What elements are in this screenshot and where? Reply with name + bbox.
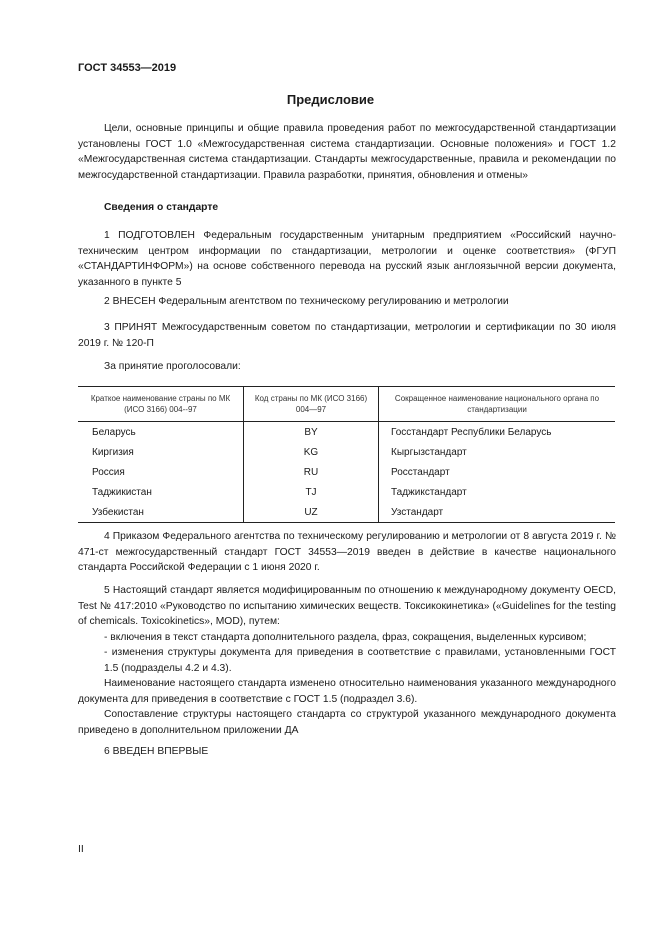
table-row: [78, 482, 615, 502]
column-header-code: Код страны по МК (ИСО 3166) 004—97: [244, 387, 379, 422]
country-code: TJ: [244, 482, 379, 502]
standards-body: Узстандарт: [379, 502, 616, 523]
item-5-block: [78, 583, 616, 738]
table-row: [78, 442, 615, 462]
standards-body: Таджикстандарт: [379, 482, 616, 502]
standards-body: Кыргызстандарт: [379, 442, 616, 462]
country-name: Беларусь: [92, 426, 136, 438]
country-name: Россия: [92, 466, 125, 478]
standards-body: Росстандарт: [379, 462, 616, 482]
country-code: UZ: [244, 502, 379, 523]
table-row: [78, 462, 615, 482]
item-3-paragraph: 3 ПРИНЯТ Межгосударственным советом по стандартизации, метрологии и сертификации по 30 июля 2019 г. № 120-П: [78, 322, 616, 349]
column-header-body: Сокращенное наименование национального органа по стандартизации: [379, 387, 616, 422]
vote-intro: За принятие проголосовали:: [104, 361, 241, 372]
section-subtitle: Сведения о стандарте: [104, 202, 219, 213]
country-name: Киргизия: [92, 446, 134, 458]
item-5-paragraph-3: Сопоставление структуры настоящего стандарта со структурой указанного международного документа приведено в дополнительном приложении ДА: [78, 709, 616, 736]
intro-paragraph: Цели, основные принципы и общие правила проведения работ по межгосударственной стандартизации установлены ГОСТ 1.0 «Межгосударственная система стандартизации. Основные положения» и ГОСТ 1.2 «Межгосударственная система стандартизации. Стандарты межгосударственные, правила и рекомендации по межгосударственной стандартизации. Правила разработки, принятия, обновления и отмены»: [78, 123, 616, 181]
item-1-paragraph: 1 ПОДГОТОВЛЕН Федеральным государственным унитарным предприятием «Российский научно-техническим центром информации по стандартизации, метрологии и оценке соответствия» (ФГУП «СТАНДАРТИНФОРМ») на основе собственного перевода на русский язык англоязычной версии документа, указанного в пункте 5: [78, 230, 616, 288]
country-name: Таджикистан: [92, 486, 152, 498]
country-code: BY: [244, 422, 379, 443]
standards-body: Госстандарт Республики Беларусь: [379, 422, 616, 443]
table-header-row: [78, 387, 615, 422]
table-row: [78, 502, 615, 523]
item-4-paragraph: 4 Приказом Федерального агентства по техническому регулированию и метрологии от 8 августа 2019 г. № 471-ст межгосударственный стандарт ГОСТ 34553—2019 введен в действие в качестве национального стандарта Российской Федерации с 1 июня 2020 г.: [78, 531, 616, 573]
page-number: II: [78, 843, 84, 855]
document-id: ГОСТ 34553—2019: [78, 62, 177, 74]
country-code: RU: [244, 462, 379, 482]
column-header-country: Краткое наименование страны по МК (ИСО 3166) 004-‐97: [78, 387, 244, 422]
item-5-paragraph-2: Наименование настоящего стандарта изменено относительно наименования указанного международного документа для приведения в соответствие с ГОСТ 1.5 (подраздел 3.6).: [78, 678, 616, 705]
page-title: Предисловие: [286, 92, 375, 107]
item-5-dash-1: - включения в текст стандарта дополнительного раздела, фраз, сокращения, выделенных курсивом;: [104, 631, 587, 643]
item-5-paragraph: 5 Настоящий стандарт является модифицированным по отношению к международному документу OECD, Test № 417:2010 «Руководство по испытанию химических веществ. Токсикокинетика» («Guidelines for the testing of chemicals. Toxicokinetics», MOD), путем:: [78, 585, 616, 627]
item-5-dash-2: - изменения структуры документа для приведения в соответствие с правилами, установленными ГОСТ 1.5 (подразделы 4.2 и 4.3).: [104, 647, 616, 674]
item-2-paragraph: 2 ВНЕСЕН Федеральным агентством по техническому регулированию и метрологии: [104, 296, 509, 307]
country-code: KG: [244, 442, 379, 462]
table-row: [78, 422, 615, 443]
voting-table: [78, 386, 615, 523]
item-6-paragraph: 6 ВВЕДЕН ВПЕРВЫЕ: [104, 746, 209, 757]
country-name: Узбекистан: [78, 502, 244, 523]
